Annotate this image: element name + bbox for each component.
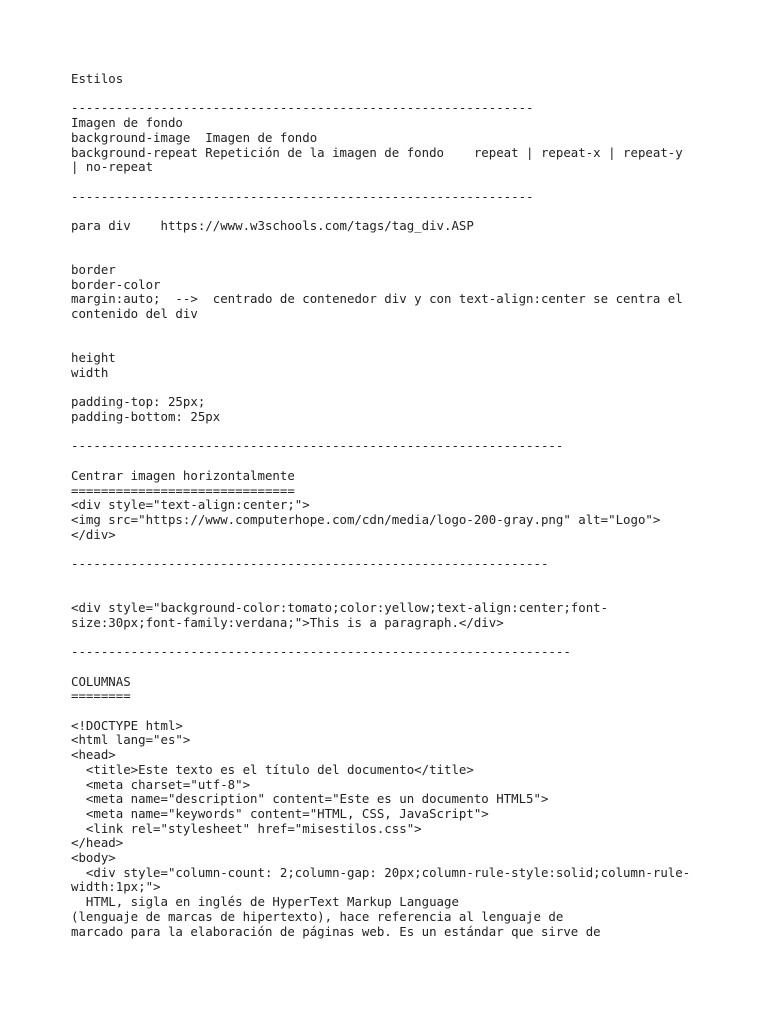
text-line: [71, 704, 731, 719]
text-line: COLUMNAS: [71, 673, 131, 689]
text-line: <link rel="stylesheet" href="misestilos.css">: [71, 820, 422, 836]
text-line: <head>: [71, 747, 116, 763]
text-line: width:1px;">: [71, 879, 161, 895]
text-line: ------------------------------------------------------------------: [71, 438, 564, 454]
text-line: <title>Este texto es el título del documento</title>: [71, 761, 474, 777]
text-line: [71, 337, 731, 352]
text-line: ----------------------------------------------------------------: [71, 556, 549, 572]
text-line: height: [71, 350, 116, 366]
text-line: [71, 175, 731, 190]
text-line: <body>: [71, 850, 116, 866]
text-line: <div style="background-color:tomato;color:yellow;text-align:center;font-: [71, 600, 609, 616]
text-line: [71, 631, 731, 646]
text-line: [71, 248, 731, 263]
text-line: <div style="text-align:center;">: [71, 497, 310, 513]
text-line: ==============================: [71, 482, 295, 498]
text-line: [71, 572, 731, 587]
text-line: </div>: [71, 526, 116, 542]
text-line: [71, 425, 731, 440]
text-line: ========: [71, 688, 131, 704]
text-line: </head>: [71, 835, 124, 851]
text-line: [71, 454, 731, 469]
text-line: <html lang="es">: [71, 732, 191, 748]
text-line: Centrar imagen horizontalmente: [71, 467, 295, 483]
text-line: para div https://www.w3schools.com/tags/tag_div.ASP: [71, 217, 474, 233]
text-line: marcado para la elaboración de páginas web. Es un estándar que sirve de: [71, 923, 601, 939]
text-line: <div style="column-count: 2;column-gap: 20px;column-rule-style:solid;column-rule-: [71, 864, 691, 880]
text-line: [71, 322, 731, 337]
text-line: border-color: [71, 276, 161, 292]
text-line: | no-repeat: [71, 159, 154, 175]
text-line: <meta name="keywords" content="HTML, CSS, JavaScript">: [71, 805, 489, 821]
document-page: [71, 72, 731, 939]
text-line: <!DOCTYPE html>: [71, 717, 183, 733]
text-line: padding-bottom: 25px: [71, 409, 221, 425]
text-line: <meta charset="utf-8">: [71, 776, 251, 792]
text-line: [71, 586, 731, 601]
text-line: [71, 660, 731, 675]
text-line: <meta name="description" content="Este es un documento HTML5">: [71, 791, 549, 807]
text-line: Estilos: [71, 71, 124, 86]
text-line: <img src="https://www.computerhope.com/cdn/media/logo-200-gray.png" alt="Logo">: [71, 511, 661, 527]
text-line: margin:auto; --> centrado de contenedor div y con text-align:center se centra el: [71, 291, 683, 307]
text-line: size:30px;font-family:verdana;">This is a paragraph.</div>: [71, 614, 504, 630]
text-line: Imagen de fondo: [71, 115, 183, 131]
text-line: background-image Imagen de fondo: [71, 129, 318, 145]
text-line: HTML, sigla en inglés de HyperText Markup Language: [71, 894, 459, 910]
text-line: --------------------------------------------------------------: [71, 100, 534, 116]
text-line: width: [71, 364, 109, 380]
text-line: -------------------------------------------------------------------: [71, 644, 571, 660]
text-line: border: [71, 262, 116, 278]
text-line: background-repeat Repetición de la imagen de fondo repeat | repeat-x | repeat-y: [71, 144, 683, 160]
text-line: [71, 87, 731, 102]
text-line: contenido del div: [71, 306, 198, 322]
text-line: padding-top: 25px;: [71, 394, 206, 410]
text-line: (lenguaje de marcas de hipertexto), hace referencia al lenguaje de: [71, 908, 564, 924]
text-line: [71, 204, 731, 219]
text-line: [71, 381, 731, 396]
text-line: [71, 542, 731, 557]
text-line: --------------------------------------------------------------: [71, 188, 534, 204]
text-line: [71, 234, 731, 249]
